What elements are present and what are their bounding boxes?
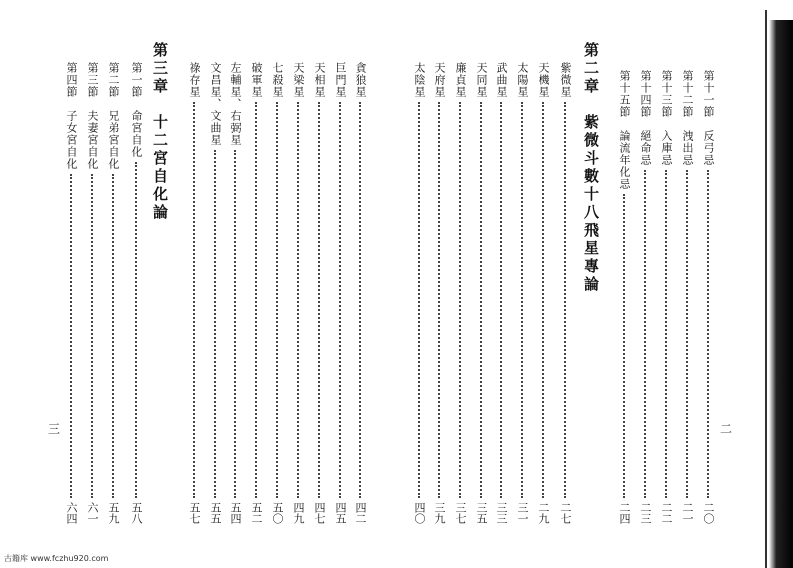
toc-leader-dots [70,174,72,498]
left-page-star-entry[interactable] [290,62,306,524]
toc-entry-label: 天府星 [433,62,446,98]
chapter3-entry[interactable] [105,62,121,524]
toc-entry-label: 太陽星 [516,62,529,98]
toc-entry-label: 第三節 夫妻宮自化 [86,62,99,170]
toc-entry-label: 天梁星 [292,62,305,98]
toc-entry-label: 巨門星 [334,62,347,98]
toc-leader-dots [480,102,482,498]
toc-entry-label: 太陰星 [413,62,426,98]
toc-entry-page-number: 五九 [107,502,120,524]
chapter2-entry[interactable] [535,62,551,524]
left-page-star-entry[interactable] [311,62,327,524]
toc-entry-label: 天相星 [313,62,326,98]
chapter2-entry[interactable] [493,62,509,524]
chapter3-heading: 第三章 十二宮自化論 [151,42,169,222]
toc-leader-dots [665,170,667,498]
left-page-star-entry[interactable] [207,62,223,524]
toc-leader-dots [112,174,114,498]
chapter2-entry[interactable] [452,62,468,524]
toc-entry-page-number: 二二 [660,502,673,524]
chapter2-entry[interactable] [431,62,447,524]
chapter3-entry[interactable] [63,62,79,524]
toc-entry-label: 貪狼星 [354,62,367,98]
toc-leader-dots [297,102,299,498]
toc-leader-dots [135,162,137,498]
toc-entry-page-number: 三七 [454,502,467,524]
right-page-entry[interactable] [679,70,695,524]
chapter2-entry[interactable] [473,62,489,524]
toc-leader-dots [255,102,257,498]
toc-entry-label: 文昌星、文曲星 [209,62,222,146]
toc-entry-page-number: 五八 [130,502,143,524]
toc-entry-label: 第四節 子女宮自化 [65,62,78,170]
toc-entry-label: 第十四節 絕命忌 [639,70,652,166]
toc-entry-label: 第二節 兄弟宮自化 [107,62,120,170]
toc-leader-dots [193,102,195,498]
toc-leader-dots [521,102,523,498]
toc-entry-page-number: 三一 [516,502,529,524]
book-gutter-shadow [769,20,793,568]
toc-entry-page-number: 四二 [354,502,367,524]
folio-left: 三 [48,422,61,436]
toc-entry-label: 廉貞星 [454,62,467,98]
toc-leader-dots [500,102,502,498]
left-page-star-entry[interactable] [352,62,368,524]
toc-entry-page-number: 二一 [681,502,694,524]
right-page-entry[interactable] [700,70,716,524]
toc-leader-dots [418,102,420,498]
right-page-entry[interactable] [658,70,674,524]
toc-entry-page-number: 五二 [250,502,263,524]
toc-entry-page-number: 五五 [209,502,222,524]
toc-entry-label: 第十二節 洩出忌 [681,70,694,166]
toc-entry-page-number: 三九 [433,502,446,524]
toc-leader-dots [644,170,646,498]
toc-leader-dots [438,102,440,498]
toc-leader-dots [459,102,461,498]
toc-leader-dots [623,194,625,498]
toc-entry-page-number: 二〇 [702,502,715,524]
toc-entry-label: 紫微星 [559,62,572,98]
chapter2-entry[interactable] [557,62,573,524]
toc-entry-label: 第十三節 入庫忌 [660,70,673,166]
left-page-star-entry[interactable] [248,62,264,524]
toc-leader-dots [214,150,216,498]
toc-entry-label: 第十一節 反弓忌 [702,70,715,166]
toc-entry-page-number: 六四 [65,502,78,524]
toc-leader-dots [564,102,566,498]
left-page-star-entry[interactable] [269,62,285,524]
toc-leader-dots [359,102,361,498]
toc-leader-dots [686,170,688,498]
toc-leader-dots [276,102,278,498]
toc-entry-page-number: 二七 [559,502,572,524]
toc-leader-dots [707,170,709,498]
toc-entry-label: 天同星 [475,62,488,98]
gutter-edge-line [765,10,767,568]
footer-watermark: 古籍库 www.fczhu920.com [4,554,109,563]
toc-entry-page-number: 四五 [334,502,347,524]
toc-entry-page-number: 二三 [639,502,652,524]
toc-entry-page-number: 四七 [313,502,326,524]
toc-entry-page-number: 五〇 [271,502,284,524]
toc-entry-label: 七殺星 [271,62,284,98]
chapter2-entry[interactable] [514,62,530,524]
toc-entry-page-number: 二九 [537,502,550,524]
chapter3-entry[interactable] [128,62,144,524]
left-page-star-entry[interactable] [332,62,348,524]
toc-entry-page-number: 二四 [618,502,631,524]
chapter2-entry[interactable] [411,62,427,524]
left-page-star-entry[interactable] [227,62,243,524]
toc-entry-label: 第一節 命宮自化 [130,62,143,158]
toc-entry-page-number: 四九 [292,502,305,524]
toc-entry-label: 左輔星、右弼星 [229,62,242,146]
chapter2-heading: 第二章 紫微斗數十八飛星專論 [582,42,600,294]
toc-entry-label: 武曲星 [495,62,508,98]
toc-leader-dots [542,102,544,498]
chapter3-entry[interactable] [84,62,100,524]
toc-leader-dots [318,102,320,498]
toc-entry-label: 第十五節 論流年化忌 [618,70,631,190]
toc-entry-page-number: 五七 [188,502,201,524]
folio-right: 二 [720,422,733,436]
toc-entry-label: 破軍星 [250,62,263,98]
toc-entry-page-number: 四〇 [413,502,426,524]
right-page-entry[interactable] [616,70,632,524]
toc-entry-page-number: 三三 [495,502,508,524]
left-page-star-entry[interactable] [186,62,202,524]
toc-entry-label: 天機星 [537,62,550,98]
right-page-entry[interactable] [637,70,653,524]
toc-leader-dots [234,150,236,498]
toc-leader-dots [339,102,341,498]
toc-entry-label: 祿存星 [188,62,201,98]
toc-entry-page-number: 六一 [86,502,99,524]
toc-leader-dots [91,174,93,498]
toc-entry-page-number: 五四 [229,502,242,524]
toc-entry-page-number: 三五 [475,502,488,524]
